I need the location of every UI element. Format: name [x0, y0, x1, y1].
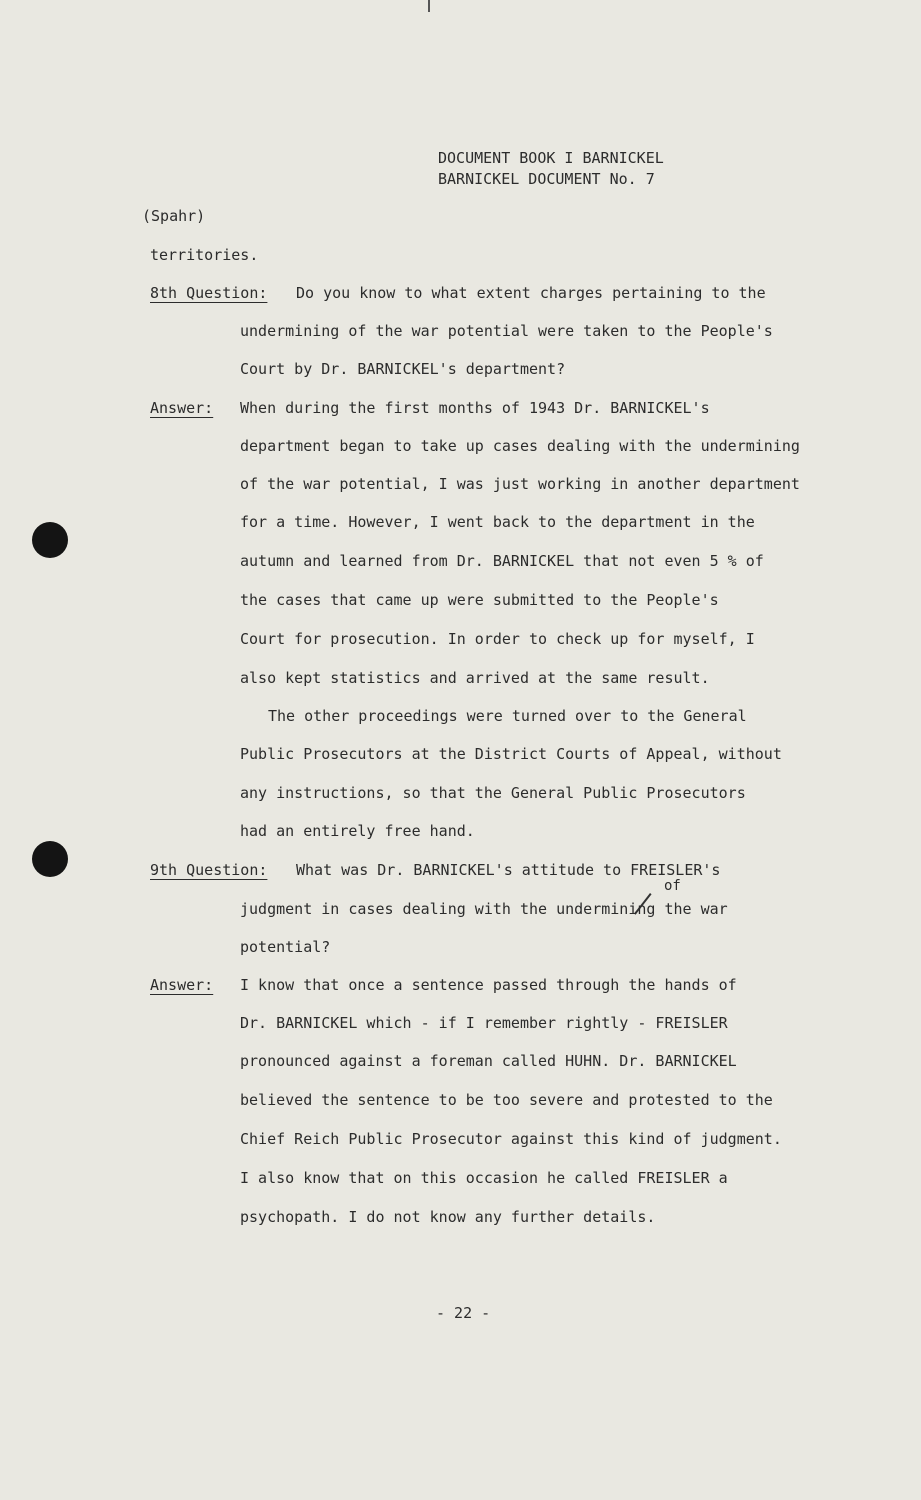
top-edge-mark [428, 0, 430, 12]
header-line-1: DOCUMENT BOOK I BARNICKEL [438, 149, 664, 167]
answer-8-line-7: Court for prosecution. In order to check up for myself, I [240, 630, 755, 648]
answer-8-line-1: When during the first months of 1943 Dr. BARNICKEL's [240, 399, 710, 417]
answer-9-line-3: pronounced against a foreman called HUHN. Dr. BARNICKEL [240, 1052, 737, 1070]
answer-8-line-5: autumn and learned from Dr. BARNICKEL that not even 5 % of [240, 552, 764, 570]
answer-9-label: Answer: [150, 976, 214, 994]
answer-8-line-2: department began to take up cases dealing with the undermining [240, 437, 800, 455]
question-9-line-3: potential? [240, 938, 331, 956]
header-line-2: BARNICKEL DOCUMENT No. 7 [438, 170, 655, 188]
question-8-line-2: undermining of the war potential were taken to the People's [240, 322, 773, 340]
answer-8-line-10: Public Prosecutors at the District Courts of Appeal, without [240, 745, 782, 763]
question-8-line-1: Do you know to what extent charges pertaining to the [296, 284, 766, 302]
punch-hole-lower [32, 841, 68, 877]
question-9-line-1: What was Dr. BARNICKEL's attitude to FREISLER's [296, 861, 721, 879]
page-number: - 22 - [436, 1304, 491, 1322]
answer-8-line-4: for a time. However, I went back to the department in the [240, 513, 755, 531]
answer-9-line-7: psychopath. I do not know any further details. [240, 1208, 656, 1226]
answer-9-line-4: believed the sentence to be too severe and protested to the [240, 1091, 773, 1109]
answer-9-line-2: Dr. BARNICKEL which - if I remember rightly - FREISLER [240, 1014, 728, 1032]
answer-8-line-3: of the war potential, I was just working in another department [240, 475, 800, 493]
punch-hole-upper [32, 522, 68, 558]
answer-9-line-6: I also know that on this occasion he called FREISLER a [240, 1169, 728, 1187]
question-9-line-2: judgment in cases dealing with the undermining the war [240, 900, 728, 918]
answer-8-line-11: any instructions, so that the General Public Prosecutors [240, 784, 746, 802]
question-8-line-3: Court by Dr. BARNICKEL's department? [240, 360, 566, 378]
question-9-label: 9th Question: [150, 861, 268, 879]
answer-8-line-9: The other proceedings were turned over to the General [268, 707, 747, 725]
text-line: territories. [150, 246, 259, 264]
answer-8-line-6: the cases that came up were submitted to the People's [240, 591, 719, 609]
answer-9-line-1: I know that once a sentence passed through the hands of [240, 976, 737, 994]
question-8-label: 8th Question: [150, 284, 268, 302]
answer-8-line-12: had an entirely free hand. [240, 822, 475, 840]
speaker-name: (Spahr) [142, 207, 206, 225]
answer-8-line-8: also kept statistics and arrived at the same result. [240, 669, 710, 687]
answer-8-label: Answer: [150, 399, 214, 417]
handwritten-insertion: of [664, 878, 681, 894]
answer-9-line-5: Chief Reich Public Prosecutor against this kind of judgment. [240, 1130, 782, 1148]
